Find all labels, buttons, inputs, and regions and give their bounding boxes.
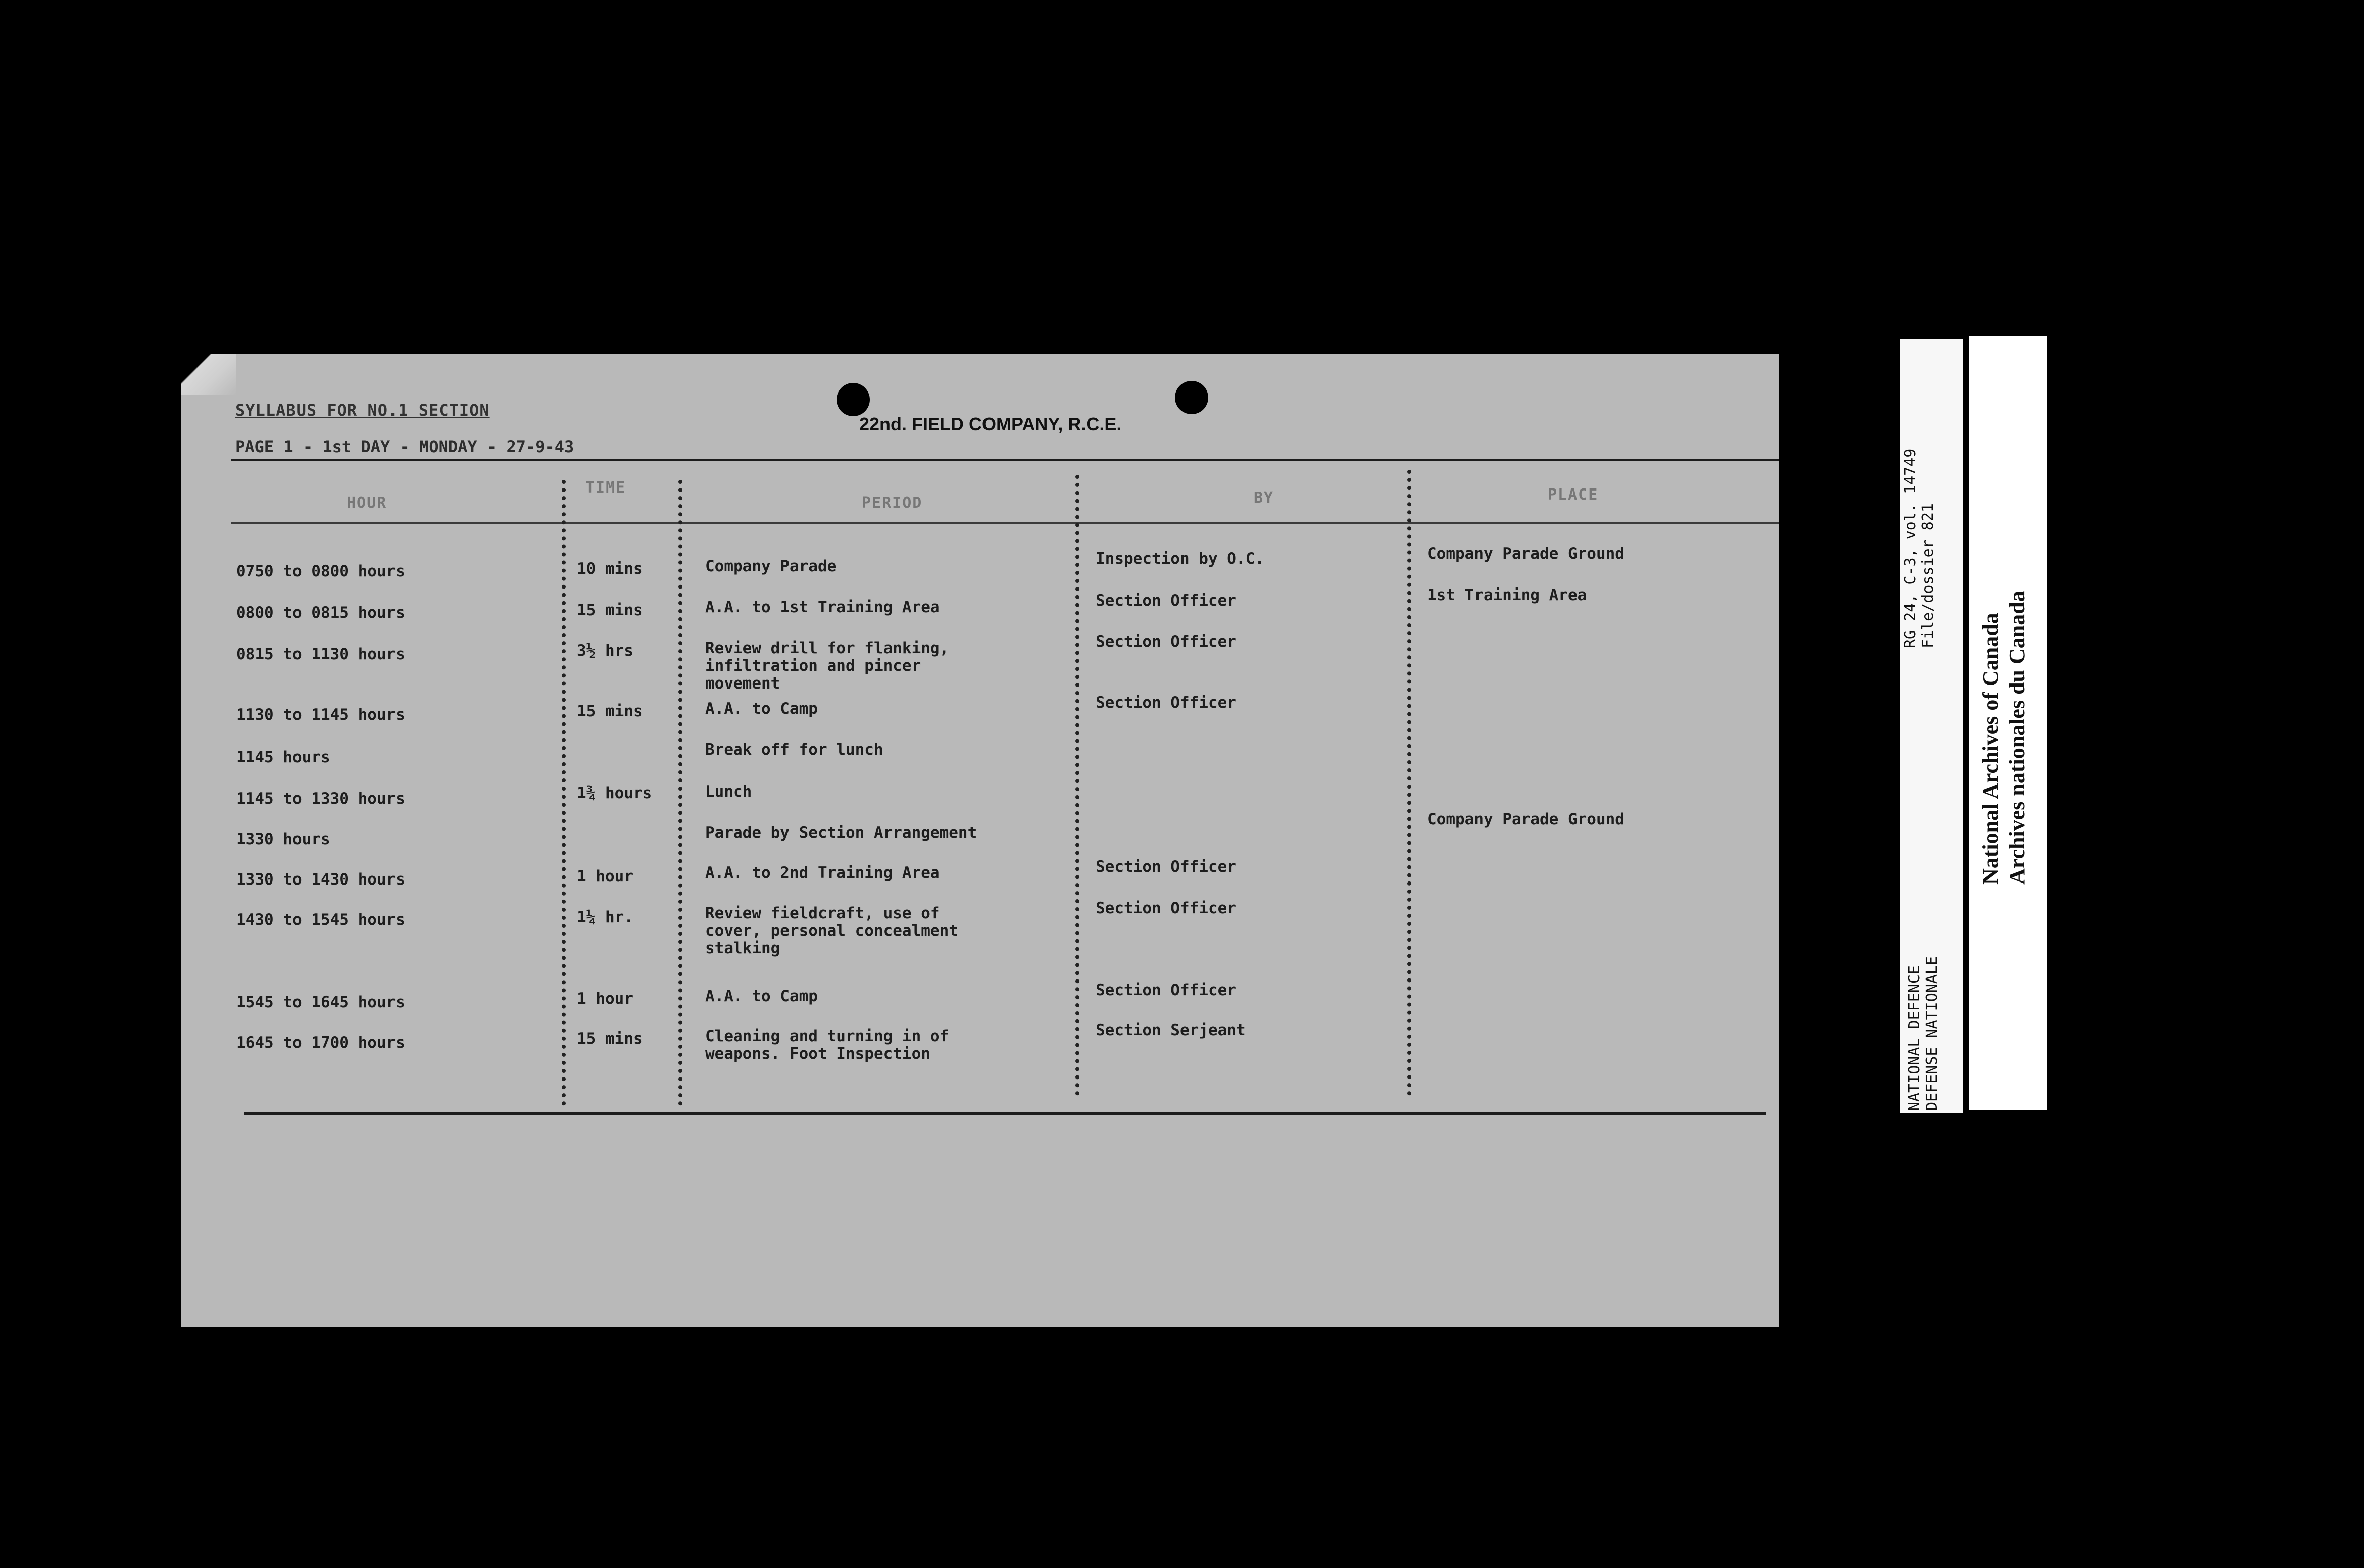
page-day-line: PAGE 1 - 1st DAY - MONDAY - 27-9-43 xyxy=(235,437,574,456)
hour-cell: 1130 to 1145 hours xyxy=(236,706,405,724)
time-cell: 10 mins xyxy=(577,560,643,578)
hour-cell: 1545 to 1645 hours xyxy=(236,993,405,1011)
hour-cell: 1645 to 1700 hours xyxy=(236,1034,405,1052)
time-cell: 1¼ hr. xyxy=(577,908,633,926)
column-header-time: TIME xyxy=(585,479,626,497)
hour-cell: 1145 to 1330 hours xyxy=(236,790,405,808)
hour-cell: 0815 to 1130 hours xyxy=(236,645,405,663)
by-cell: Section Officer xyxy=(1096,633,1236,651)
period-cell: Review fieldcraft, use of cover, personal concealment stalking xyxy=(705,904,958,958)
place-cell: Company Parade Ground xyxy=(1427,545,1624,563)
column-header-period: PERIOD xyxy=(862,494,923,512)
period-cell: Parade by Section Arrangement xyxy=(705,824,977,842)
period-cell: A.A. to Camp xyxy=(705,700,818,718)
by-cell: Section Officer xyxy=(1096,858,1236,876)
period-cell: Cleaning and turning in of weapons. Foot Inspection xyxy=(705,1027,949,1063)
period-cell: Review drill for flanking, infiltration and pincer movement xyxy=(705,639,949,693)
archives-name: National Archives of Canada Archives nationales du Canada xyxy=(1978,591,2029,885)
strip-divider xyxy=(1963,339,1969,1113)
torn-corner xyxy=(181,354,236,395)
table-top-rule xyxy=(231,459,1779,461)
time-cell: 1¾ hours xyxy=(577,784,652,802)
header-rule xyxy=(231,522,1779,524)
time-cell: 15 mins xyxy=(577,601,643,619)
hour-cell: 1145 hours xyxy=(236,748,330,766)
period-cell: A.A. to 2nd Training Area xyxy=(705,864,940,882)
time-cell: 15 mins xyxy=(577,1030,643,1048)
period-cell: Lunch xyxy=(705,782,752,801)
archive-reference: RG 24, C-3, vol. 14749 File/dossier 821 xyxy=(1902,448,1937,648)
column-divider xyxy=(678,480,682,1106)
column-header-by: BY xyxy=(1254,489,1274,507)
company-stamp-title: 22nd. FIELD COMPANY, R.C.E. xyxy=(859,414,1122,434)
hour-cell: 1330 to 1430 hours xyxy=(236,870,405,889)
time-cell: 1 hour xyxy=(577,990,633,1008)
by-cell: Section Officer xyxy=(1096,981,1236,999)
hour-cell: 0800 to 0815 hours xyxy=(236,604,405,622)
period-cell: A.A. to Camp xyxy=(705,987,818,1005)
hour-cell: 1430 to 1545 hours xyxy=(236,911,405,929)
by-cell: Section Serjeant xyxy=(1096,1021,1246,1039)
punch-hole xyxy=(837,383,870,416)
document-page xyxy=(181,354,1779,1327)
hour-cell: 0750 to 0800 hours xyxy=(236,562,405,580)
time-cell: 1 hour xyxy=(577,867,633,886)
column-header-hour: HOUR xyxy=(347,494,387,512)
place-cell: 1st Training Area xyxy=(1427,586,1587,604)
by-cell: Section Officer xyxy=(1096,899,1236,917)
column-divider xyxy=(562,480,566,1106)
period-cell: A.A. to 1st Training Area xyxy=(705,598,940,616)
period-cell: Company Parade xyxy=(705,557,837,575)
syllabus-title: SYLLABUS FOR NO.1 SECTION xyxy=(235,401,490,420)
column-divider xyxy=(1407,470,1411,1096)
period-cell: Break off for lunch xyxy=(705,741,883,759)
department-label: NATIONAL DEFENCE DEFENSE NATIONALE xyxy=(1906,956,1941,1111)
by-cell: Section Officer xyxy=(1096,592,1236,610)
place-cell: Company Parade Ground xyxy=(1427,810,1624,828)
punch-hole xyxy=(1175,381,1208,414)
time-cell: 3½ hrs xyxy=(577,642,633,660)
hour-cell: 1330 hours xyxy=(236,830,330,848)
by-cell: Inspection by O.C. xyxy=(1096,550,1264,568)
by-cell: Section Officer xyxy=(1096,694,1236,712)
table-bottom-rule xyxy=(244,1112,1766,1115)
time-cell: 15 mins xyxy=(577,702,643,720)
column-header-place: PLACE xyxy=(1548,486,1599,504)
